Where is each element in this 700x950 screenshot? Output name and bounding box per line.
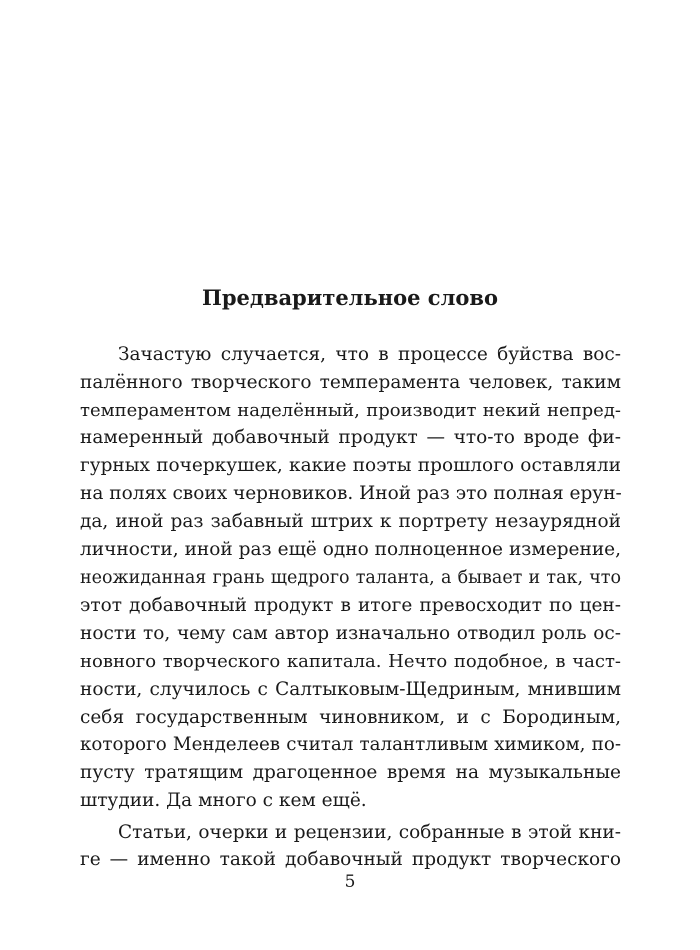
text-line: пусту тратящим драгоценное время на музыкальные	[80, 762, 621, 783]
text-line: темпераментом наделённый, производит некий непред-	[80, 400, 621, 421]
text-line: на полях своих черновиков. Иной раз это полная ерун-	[80, 483, 622, 504]
text-line: Зачастую случается, что в процессе буйства вос-	[118, 344, 621, 365]
page-number: 5	[344, 872, 356, 892]
text-line: штудии. Да много с кем ещё.	[80, 790, 367, 811]
text-line: ге — именно такой добавочный продукт творческого	[80, 849, 621, 870]
text-line: палённого творческого темперамента человек, таким	[80, 372, 621, 393]
text-line: неожиданная грань щедрого таланта, а бывает и так, что	[80, 568, 621, 588]
text-line: да, иной раз забавный штрих к портрету незаурядной	[80, 511, 621, 532]
text-line: намеренный добавочный продукт — что-то вроде фи-	[80, 427, 621, 448]
text-line: Статьи, очерки и рецензии, собранные в этой кни-	[118, 822, 621, 843]
text-line: ности, случилось с Салтыковым-Щедриным, мнившим	[80, 679, 621, 700]
chapter-title: Предварительное слово	[201, 285, 498, 310]
text-line: новного творческого капитала. Нечто подобное, в част-	[80, 651, 621, 672]
text-line: этот добавочный продукт в итоге превосходит по цен-	[80, 595, 621, 616]
text-line: себя государственным чиновником, и с Бородиным,	[80, 707, 621, 728]
text-line: ности то, чему сам автор изначально отводил роль ос-	[80, 623, 621, 644]
text-line: гурных почеркушек, какие поэты прошлого оставляли	[80, 455, 621, 476]
text-line: личности, иной раз ещё одно полноценное измерение,	[80, 539, 621, 560]
text-line: которого Менделеев считал талантливым химиком, по-	[80, 734, 621, 755]
